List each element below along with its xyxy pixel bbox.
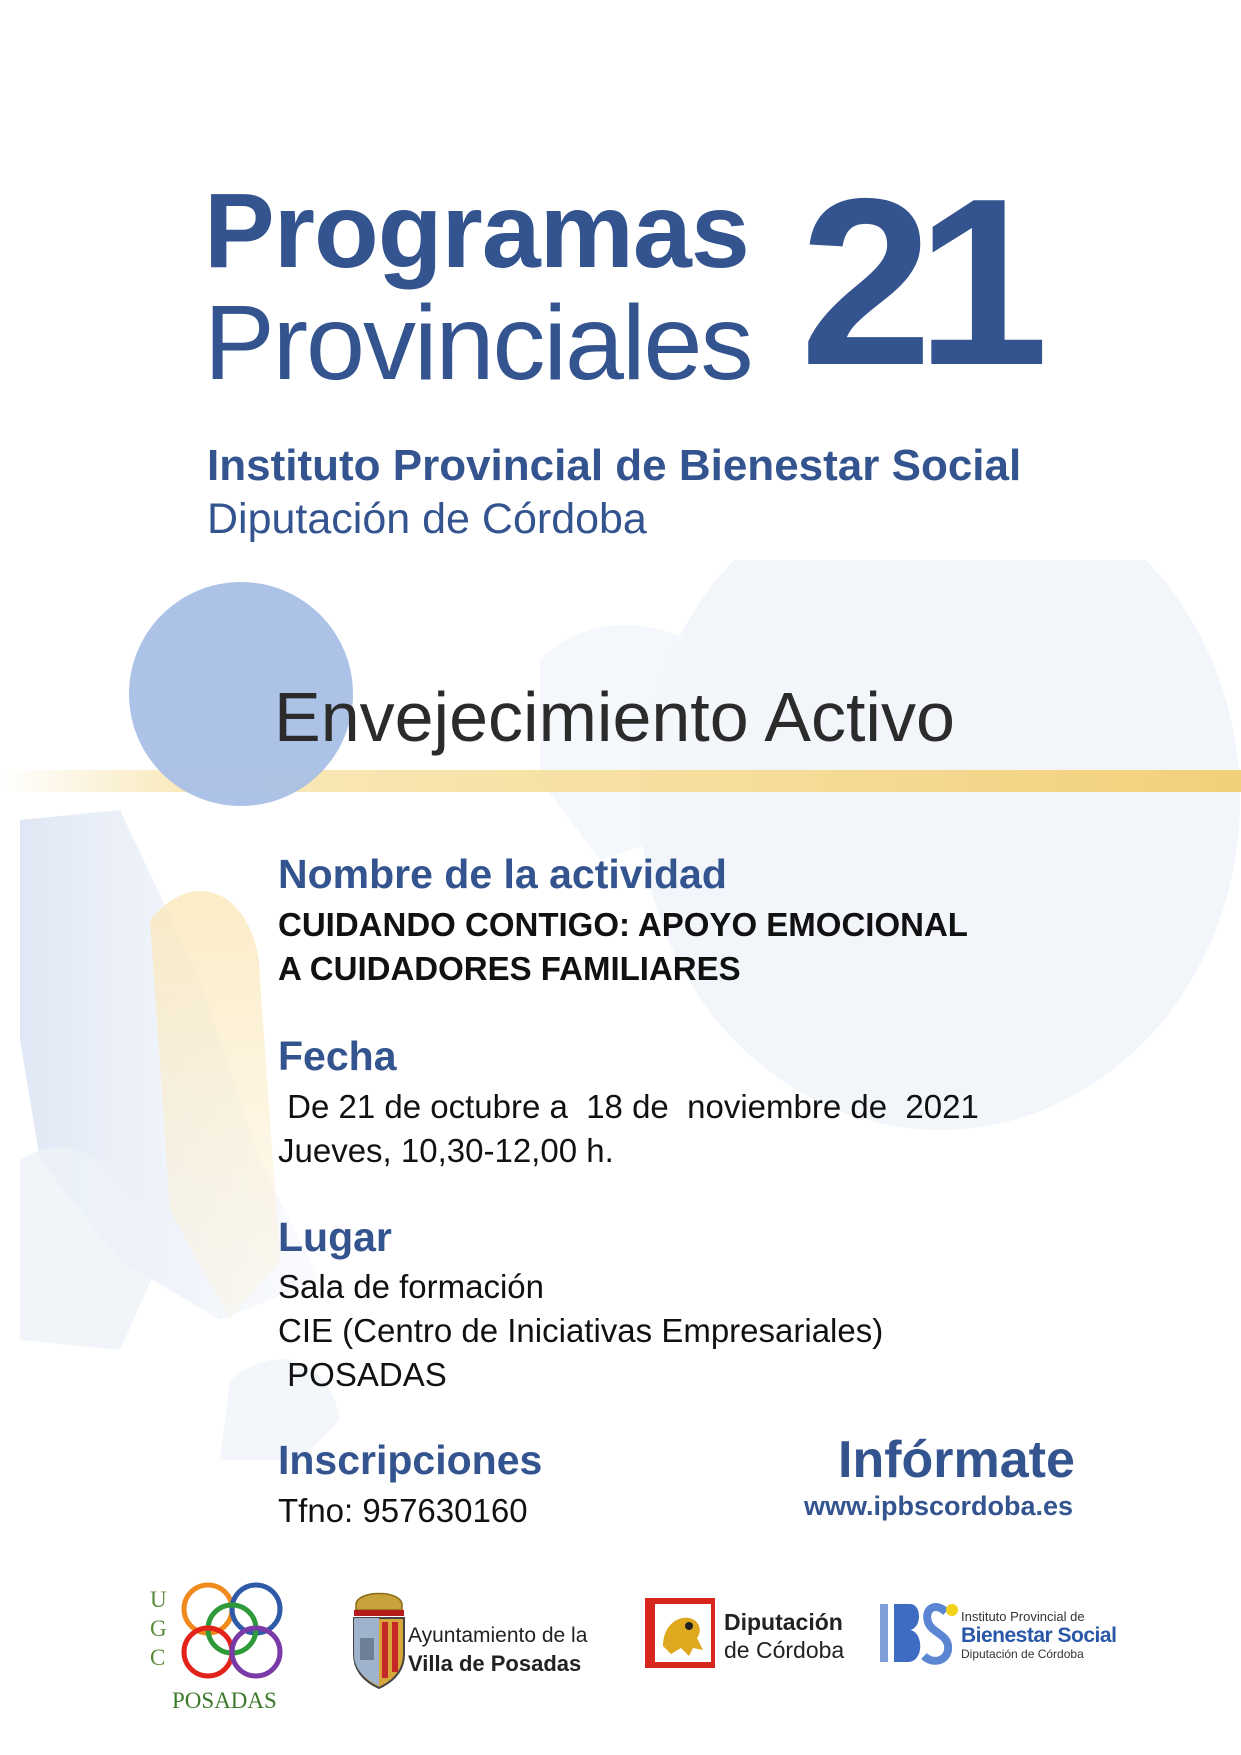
registration-label: Inscripciones	[278, 1437, 543, 1483]
program-title-line2: Provinciales	[204, 284, 752, 402]
ayuntamiento-logo-text: Ayuntamiento de la Villa de Posadas	[408, 1624, 588, 1676]
diputacion-lion-icon	[645, 1598, 715, 1668]
info-title: Infórmate	[838, 1431, 1075, 1489]
activity-name	[278, 903, 968, 991]
program-number: 21	[800, 150, 1033, 415]
place-label: Lugar	[278, 1214, 392, 1260]
info-url-link[interactable]: www.ipbscordoba.es	[804, 1491, 1074, 1521]
place-details	[278, 1265, 883, 1397]
program-area-title: Envejecimiento Activo	[274, 678, 955, 756]
diputacion-logo-text: Diputación de Córdoba	[724, 1609, 845, 1663]
activity-name-line2: A CUIDADORES FAMILIARES	[278, 950, 741, 987]
place-building: CIE (Centro de Iniciativas Empresariales)	[278, 1312, 884, 1349]
place-town: POSADAS	[278, 1356, 447, 1393]
ipbs-logo-icon	[876, 1598, 960, 1668]
place-room: Sala de formación	[278, 1268, 544, 1305]
date-label: Fecha	[278, 1033, 397, 1079]
posadas-coat-of-arms-icon	[344, 1582, 414, 1692]
program-title-line1: Programas	[204, 172, 749, 290]
institute-name: Instituto Provincial de Bienestar Social	[207, 441, 1022, 490]
ugc-town-name: POSADAS	[172, 1688, 277, 1713]
activity-label: Nombre de la actividad	[278, 851, 727, 897]
activity-name-line1: CUIDANDO CONTIGO: APOYO EMOCIONAL	[278, 906, 968, 943]
diputacion-name: Diputación de Córdoba	[207, 495, 647, 543]
ugc-letters: U G C	[150, 1587, 167, 1670]
date-range: De 21 de octubre a 18 de noviembre de 2021	[278, 1088, 979, 1125]
registration-phone: Tfno: 957630160	[278, 1492, 528, 1529]
date-schedule: Jueves, 10,30-12,00 h.	[278, 1132, 614, 1169]
date-details	[278, 1085, 979, 1173]
ipbs-logo-text: Instituto Provincial de Bienestar Social Diputación de Córdoba	[961, 1609, 1117, 1661]
